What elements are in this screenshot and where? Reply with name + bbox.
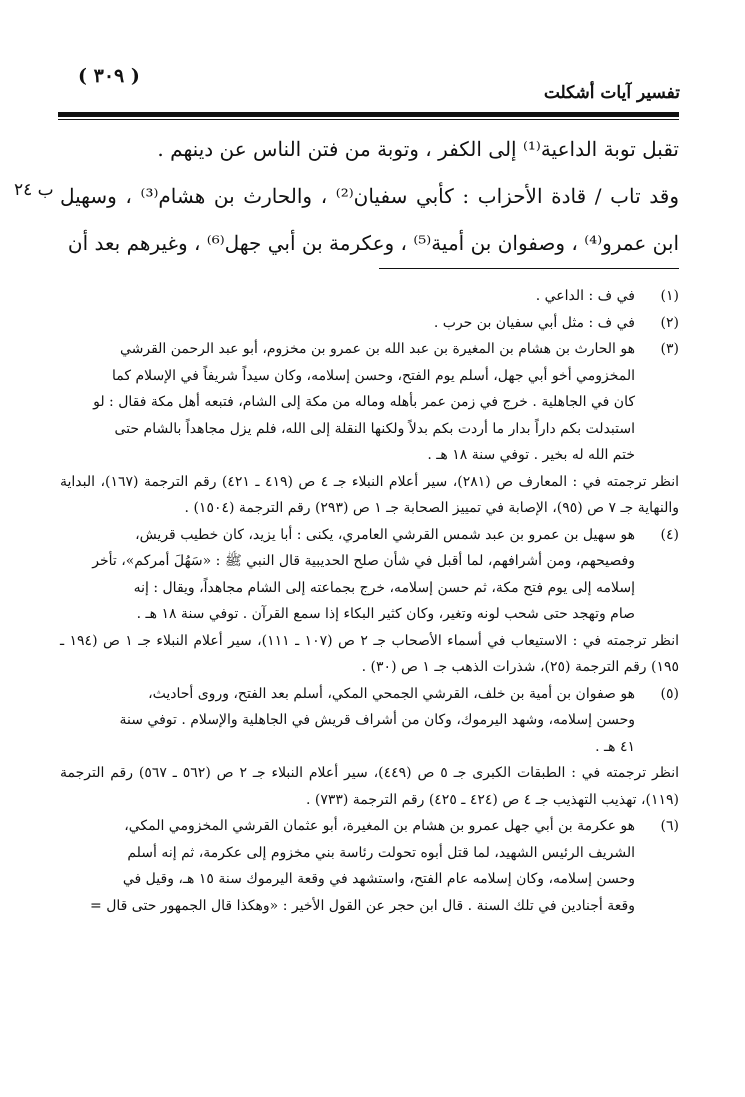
footnote-line: ختم الله له بخير . توفي سنة ١٨ هـ . [427, 447, 635, 463]
footnote-line: وقعة أجنادين في تلك السنة . قال ابن حجر عن القول الأخير : «وهكذا قال الجمهور حتى قال = [90, 897, 635, 914]
page-header [60, 65, 680, 105]
footnote-4 [60, 522, 679, 681]
footnote-reference: انظر ترجمته في : الطبقات الكبرى جـ ٥ ص (٤٤٩)، سير أعلام النبلاء جـ ٢ ص (٥٦٢ ـ ٥٦٧) رقم الترجمة (١١٩)، تهذيب التهذيب جـ ٤ ص (٤٢٤ ـ ٤٢٥) رقم الترجمة (٧٣٣) . [60, 765, 679, 808]
footnote-number: (٤) [660, 526, 679, 543]
footnote-number: (٦) [660, 818, 679, 834]
footnote-line: وحسن إسلامه، وكان إسلامه عام الفتح، واستشهد في وقعة اليرموك سنة ١٥ هـ، وقيل في [122, 871, 635, 887]
footnote-line: استبدلت بكم داراً بدار ما أردت بكم بدلاً ولكنها النقلة إلى الله، فلم يزل مجاهداً بالشام حتى [114, 420, 635, 437]
footnote-line: هو سهيل بن عمرو بن عبد شمس القرشي العامري، يكنى : أبا يزيد، كان خطيب قريش، [135, 526, 635, 543]
footnote-divider [379, 268, 679, 269]
footnote-3 [60, 336, 679, 522]
footnote-1 [60, 283, 679, 310]
main-text [60, 126, 679, 267]
footnote-number: (٥) [660, 685, 679, 702]
footnote-6 [60, 813, 679, 919]
footnote-number: (٣) [660, 341, 679, 357]
page-number: ( ٣٠٩ ) [78, 65, 140, 87]
footnote-line: ٤١ هـ . [595, 738, 635, 755]
footnote-line: في ف : الداعي . [535, 288, 635, 304]
footnote-line: المخزومي أخو أبي جهل، أسلم يوم الفتح، وحسن إسلامه، وكان سيداً شريفاً في الإسلام كما [111, 367, 635, 384]
header-rule-thick [58, 112, 679, 117]
header-rule-thin [58, 119, 679, 120]
running-title: تفسير آيات أشكلت [543, 83, 680, 103]
footnote-line: وحسن إسلامه، وشهد اليرموك، وكان من أشراف قريش في الجاهلية والإسلام . توفي سنة [119, 712, 635, 728]
footnotes [60, 283, 679, 919]
footnote-reference: انظر ترجمته في : المعارف ص (٢٨١)، سير أعلام النبلاء جـ ٤ ص (٤١٩ ـ ٤٢١) رقم الترجمة (١٦٧)، البداية والنهاية جـ ٧ ص (٩٥)، الإصابة في تمييز الصحابة جـ ١ ص (٢٩٣) رقم الترجمة (١٥٠٤) . [60, 473, 680, 516]
footnote-line: صام وتهجد حتى شحب لونه وتغير، وكان كثير البكاء إذا سمع القرآن . توفي سنة ١٨ هـ . [136, 606, 635, 622]
footnote-line: وفصيحهم، ومن أشرافهم، لما أقبل في شأن صلح الحديبية قال النبي ﷺ : «سَهُلَ أمركم»، تأخر [92, 553, 635, 569]
footnote-reference: انظر ترجمته في : الاستيعاب في أسماء الأصحاب جـ ٢ ص (١٠٧ ـ ١١١)، سير أعلام النبلاء جـ ١ ص (١٩٤ ـ ١٩٥) رقم الترجمة (٢٥)، شذرات الذهب جـ ١ ص (٣٠) . [60, 632, 679, 675]
footnote-line: إسلامه إلى يوم فتح مكة، ثم حسن إسلامه، خرج بجماعته إلى الشام مجاهداً، ويقال : إنه [133, 579, 635, 596]
footnote-number: (١) [660, 288, 679, 304]
footnote-line: كان في الجاهلية . خرج في زمن عمر بأهله وماله من مكة إلى الشام، فتبعه أهل مكة فقال : لو [93, 394, 635, 410]
footnote-line: هو عكرمة بن أبي جهل عمرو بن هشام بن المغيرة، أبو عثمان القرشي المخزومي المكي، [124, 818, 635, 834]
main-paragraph: وقد تاب / قادة الأحزاب : كأبي سفيان⁽²⁾ ، والحارث بن هشام⁽³⁾ ، وسهيل ابن عمرو⁽⁴⁾ ، وصفوان بن أمية⁽⁵⁾ ، وعكرمة بن أبي جهل⁽⁶⁾ ، وغيرهم بعد أن [60, 184, 679, 255]
footnote-line: هو صفوان بن أمية بن خلف، القرشي الجمحي المكي، أسلم بعد الفتح، وروى أحاديث، [148, 685, 635, 702]
footnote-line: هو الحارث بن هشام بن المغيرة بن عبد الله بن عمرو بن مخزوم، أبو عبد الرحمن القرشي [119, 341, 635, 357]
footnote-line: الشريف الرئيس الشهيد، لما قتل أبوه تحولت رئاسة بني مخزوم إلى عكرمة، ثم إنه أسلم [127, 844, 635, 861]
footnote-line: في ف : مثل أبي سفيان بن حرب . [433, 314, 635, 331]
footnote-5 [60, 681, 679, 814]
main-paragraph: تقبل توبة الداعية⁽¹⁾ إلى الكفر ، وتوبة من فتن الناس عن دينهم . [157, 137, 679, 161]
margin-folio-note: ب ٢٤ [14, 180, 54, 200]
footnote-number: (٢) [660, 314, 679, 331]
footnote-2 [60, 310, 679, 337]
